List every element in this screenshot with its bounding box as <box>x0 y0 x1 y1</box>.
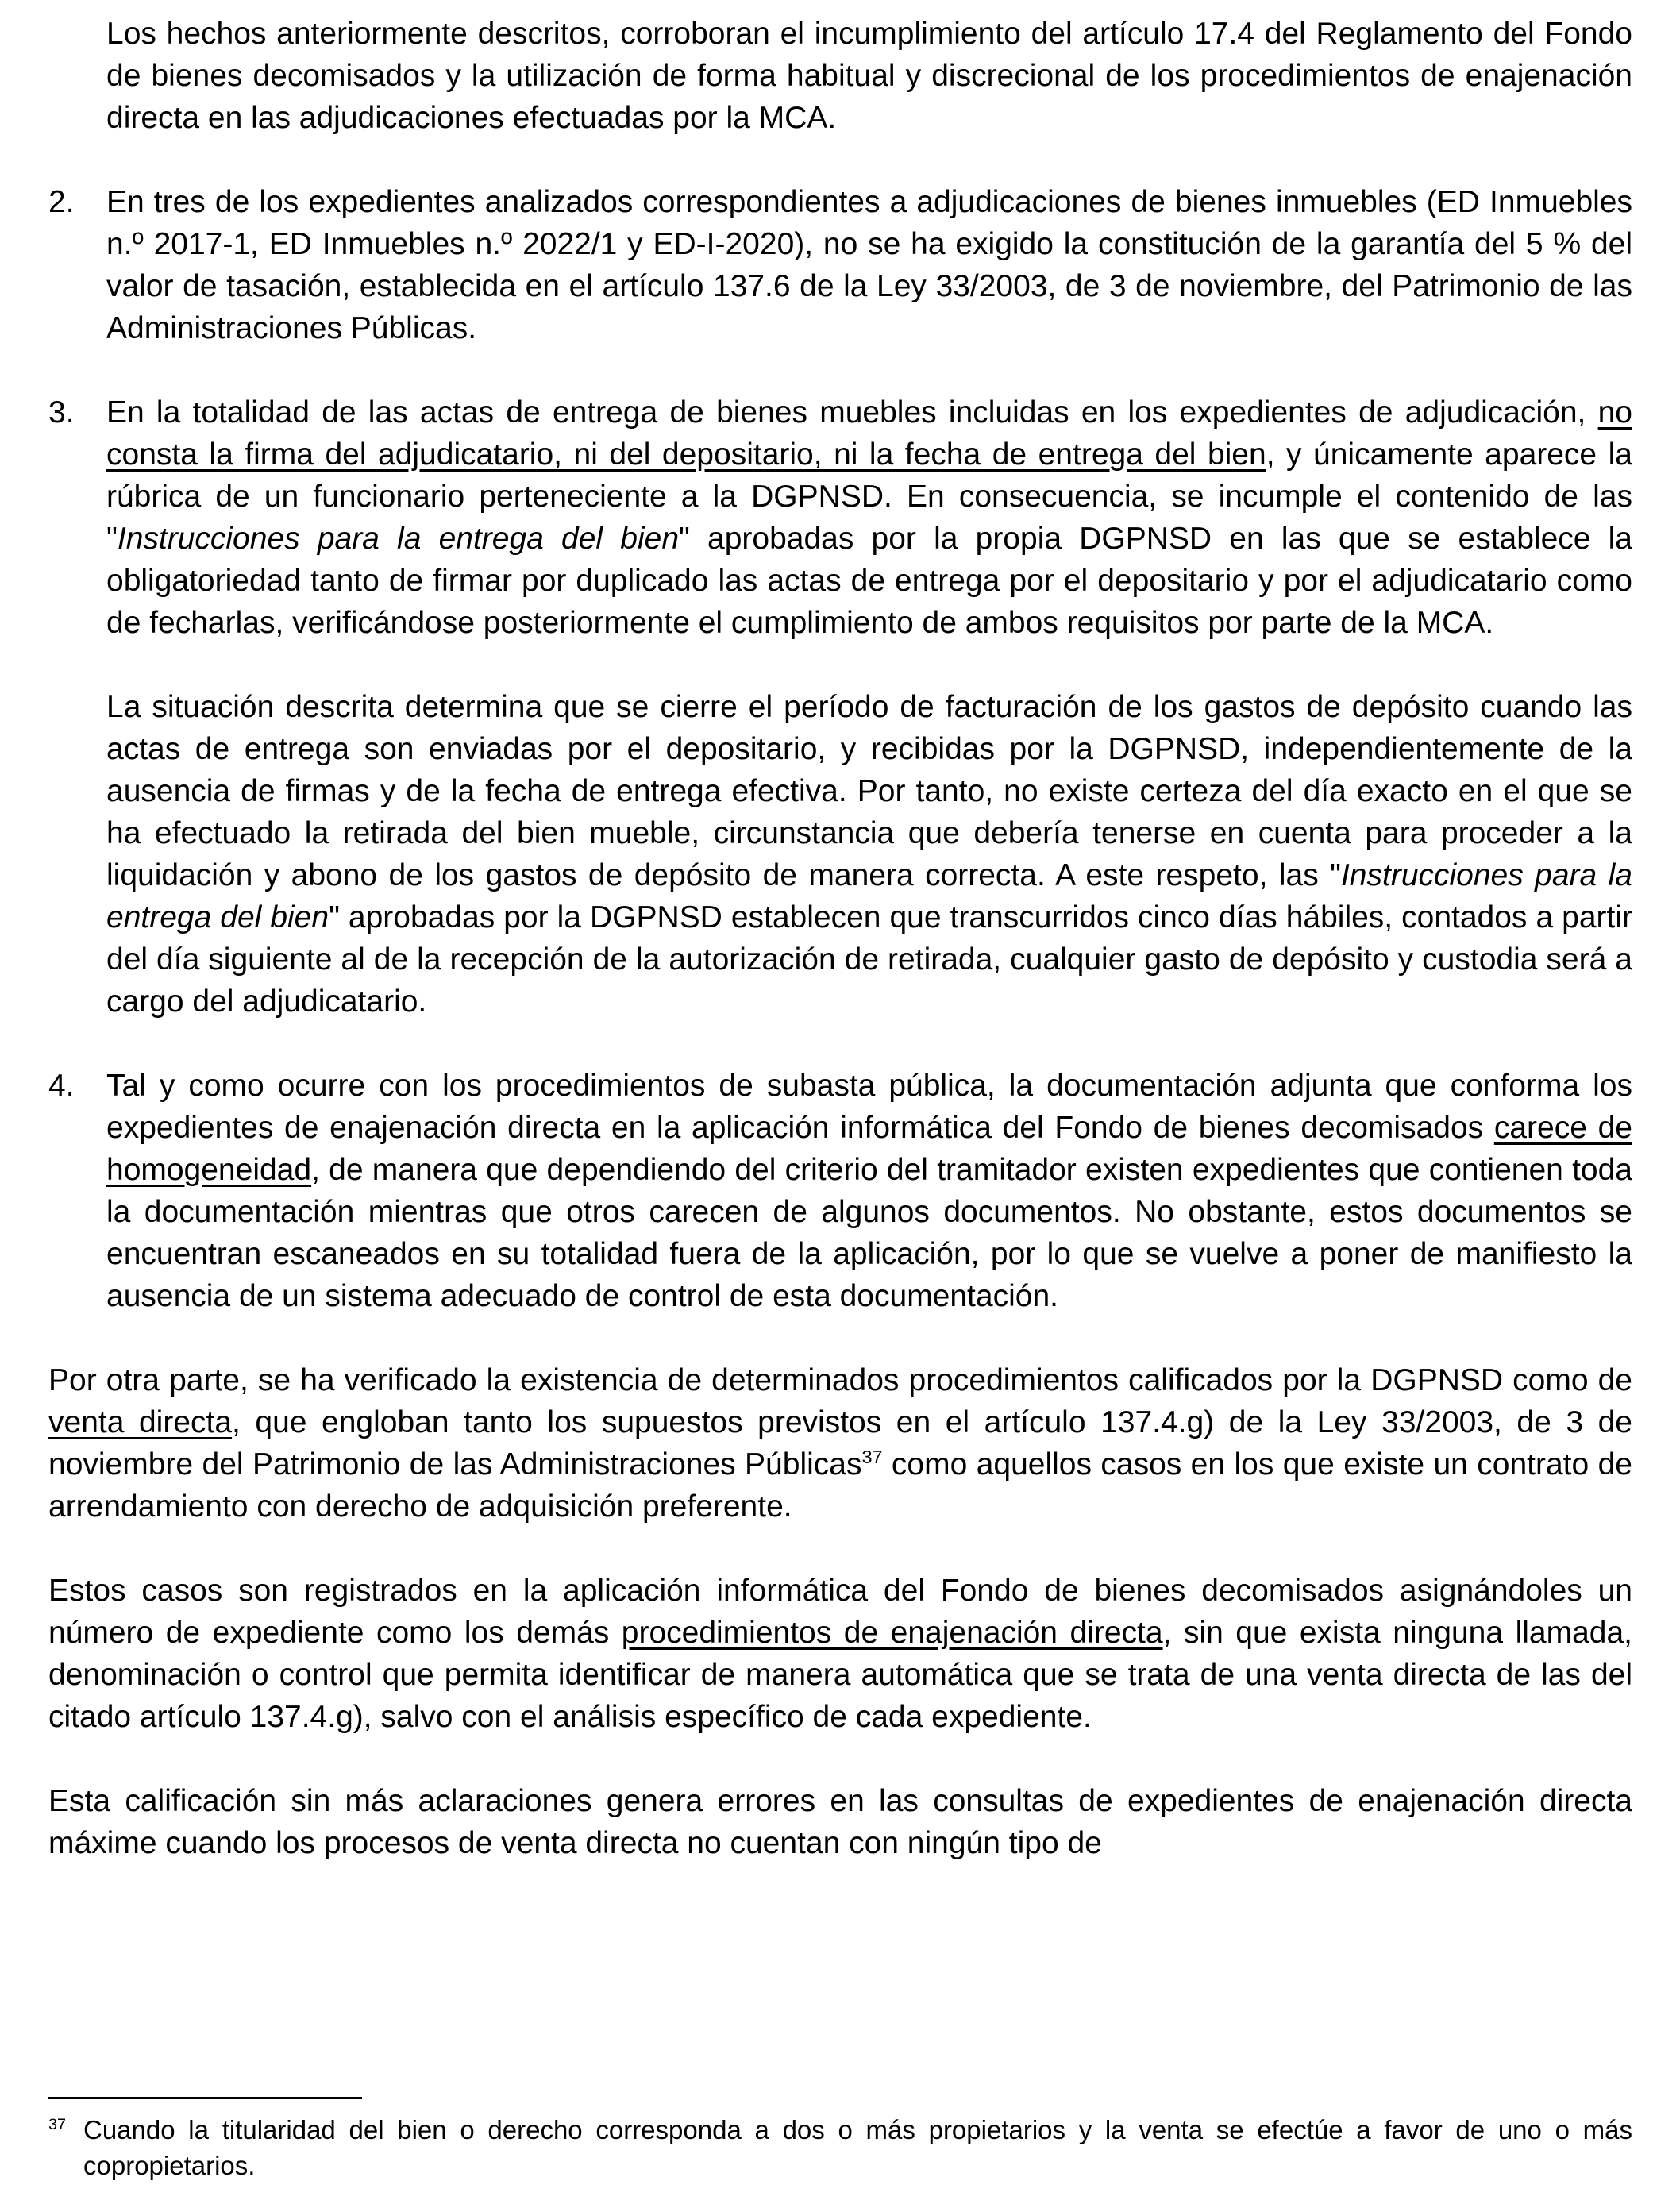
paragraph: Por otra parte, se ha verificado la existencia de determinados procedimientos calificados por la DGPNSD como de venta directa, que engloban tanto los supuestos previstos en el artículo 137.4.g) de la Ley 33/2003, de 3 de noviembre del Patrimonio de las Administraciones Públicas$^{37}$ como aquellos casos en los que existe un contrato de arrendamiento con derecho de adquisición preferente. <box>48 1363 1632 1524</box>
list-item-body <box>106 1065 1632 1317</box>
list-number: 2. <box>48 185 75 219</box>
list-number: 3. <box>48 395 75 430</box>
paragraph: Tal y como ocurre con los procedimientos de subasta pública, la documentación adjunta que conforma los expedientes de enajenación directa en la aplicación informática del Fondo de bienes decomisados carece de homogeneidad, de manera que dependiendo del criterio del tramitador existen expedientes que contienen toda la documentación mientras que otros carecen de algunos documentos. No obstante, estos documentos se encuentran escaneados en su totalidad fuera de la aplicación, por lo que se vuelve a poner de manifiesto la ausencia de un sistema adecuado de control de esta documentación. <box>106 1069 1632 1313</box>
paragraph: Esta calificación sin más aclaraciones genera errores en las consultas de expedientes de enajenación directa máxime cuando los procesos de venta directa no cuentan con ningún tipo de <box>48 1784 1632 1860</box>
paragraph: Estos casos son registrados en la aplicación informática del Fondo de bienes decomisados asignándoles un número de expediente como los demás procedimientos de enajenación directa, sin que exista ninguna llamada, denominación o control que permita identificar de manera automática que se trata de una venta directa de las del citado artículo 137.4.g), salvo con el análisis específico de cada expediente. <box>48 1574 1632 1734</box>
footnote-area <box>48 2097 1632 2183</box>
paragraph: En la totalidad de las actas de entrega de bienes muebles incluidas en los expedientes de adjudicación, no consta la firma del adjudicatario, ni del depositario, ni la fecha de entrega del bien, y únicamente aparece la rúbrica de un funcionario perteneciente a la DGPNSD. En consecuencia, se incumple el contenido de las "Instrucciones para la entrega del bien" aprobadas por la propia DGPNSD en las que se establece la obligatoriedad tanto de firmar por duplicado las actas de entrega por el depositario y por el adjudicatario como de fecharlas, verificándose posteriormente el cumplimiento de ambos requisitos por parte de la MCA. <box>106 395 1632 640</box>
intro-paragraph: Los hechos anteriormente descritos, corroboran el incumplimiento del artículo 17.4 del Reglamento del Fondo de bienes decomisados y la utilización de forma habitual y discrecional de los procedimientos de enajenación directa en las adjudicaciones efectuadas por la MCA. <box>106 17 1632 135</box>
footnote-number <box>48 2112 83 2183</box>
footnote-number-text: 37 <box>48 2116 67 2133</box>
list-number: 4. <box>48 1069 75 1103</box>
paragraph: La situación descrita determina que se cierre el período de facturación de los gastos de depósito cuando las actas de entrega son enviadas por el depositario, y recibidas por la DGPNSD, independientemente de la ausencia de firmas y de la fecha de entrega efectiva. Por tanto, no existe certeza del día exacto en el que se ha efectuado la retirada del bien mueble, circunstancia que debería tenerse en cuenta para proceder a la liquidación y abono de los gastos de depósito de manera correcta. A este respeto, las "Instrucciones para la entrega del bien" aprobadas por la DGPNSD establecen que transcurridos cinco días hábiles, contados a partir del día siguiente al de la recepción de la autorización de retirada, cualquier gasto de depósito y custodia será a cargo del adjudicatario. <box>106 690 1633 1019</box>
footnote <box>48 2112 1632 2183</box>
document-page <box>48 13 1633 2180</box>
list-item-body <box>106 181 1632 349</box>
footnote-separator <box>48 2097 362 2099</box>
list-item-4 <box>48 1065 1632 1317</box>
list-item-3 <box>48 391 1632 1023</box>
list-item-2 <box>48 181 1632 349</box>
footnote-text: Cuando la titularidad del bien o derecho corresponda a dos o más propietarios y la venta se efectúe a favor de uno o más copropietarios. <box>83 2115 1632 2180</box>
list-item-body <box>106 391 1632 1023</box>
paragraph: En tres de los expedientes analizados correspondientes a adjudicaciones de bienes inmuebles (ED Inmuebles n.º 2017-1, ED Inmuebles n.º 2022/1 y ED-I-2020), no se ha exigido la constitución de la garantía del 5 % del valor de tasación, establecida en el artículo 137.6 de la Ley 33/2003, de 3 de noviembre, del Patrimonio de las Administraciones Públicas. <box>106 185 1632 345</box>
